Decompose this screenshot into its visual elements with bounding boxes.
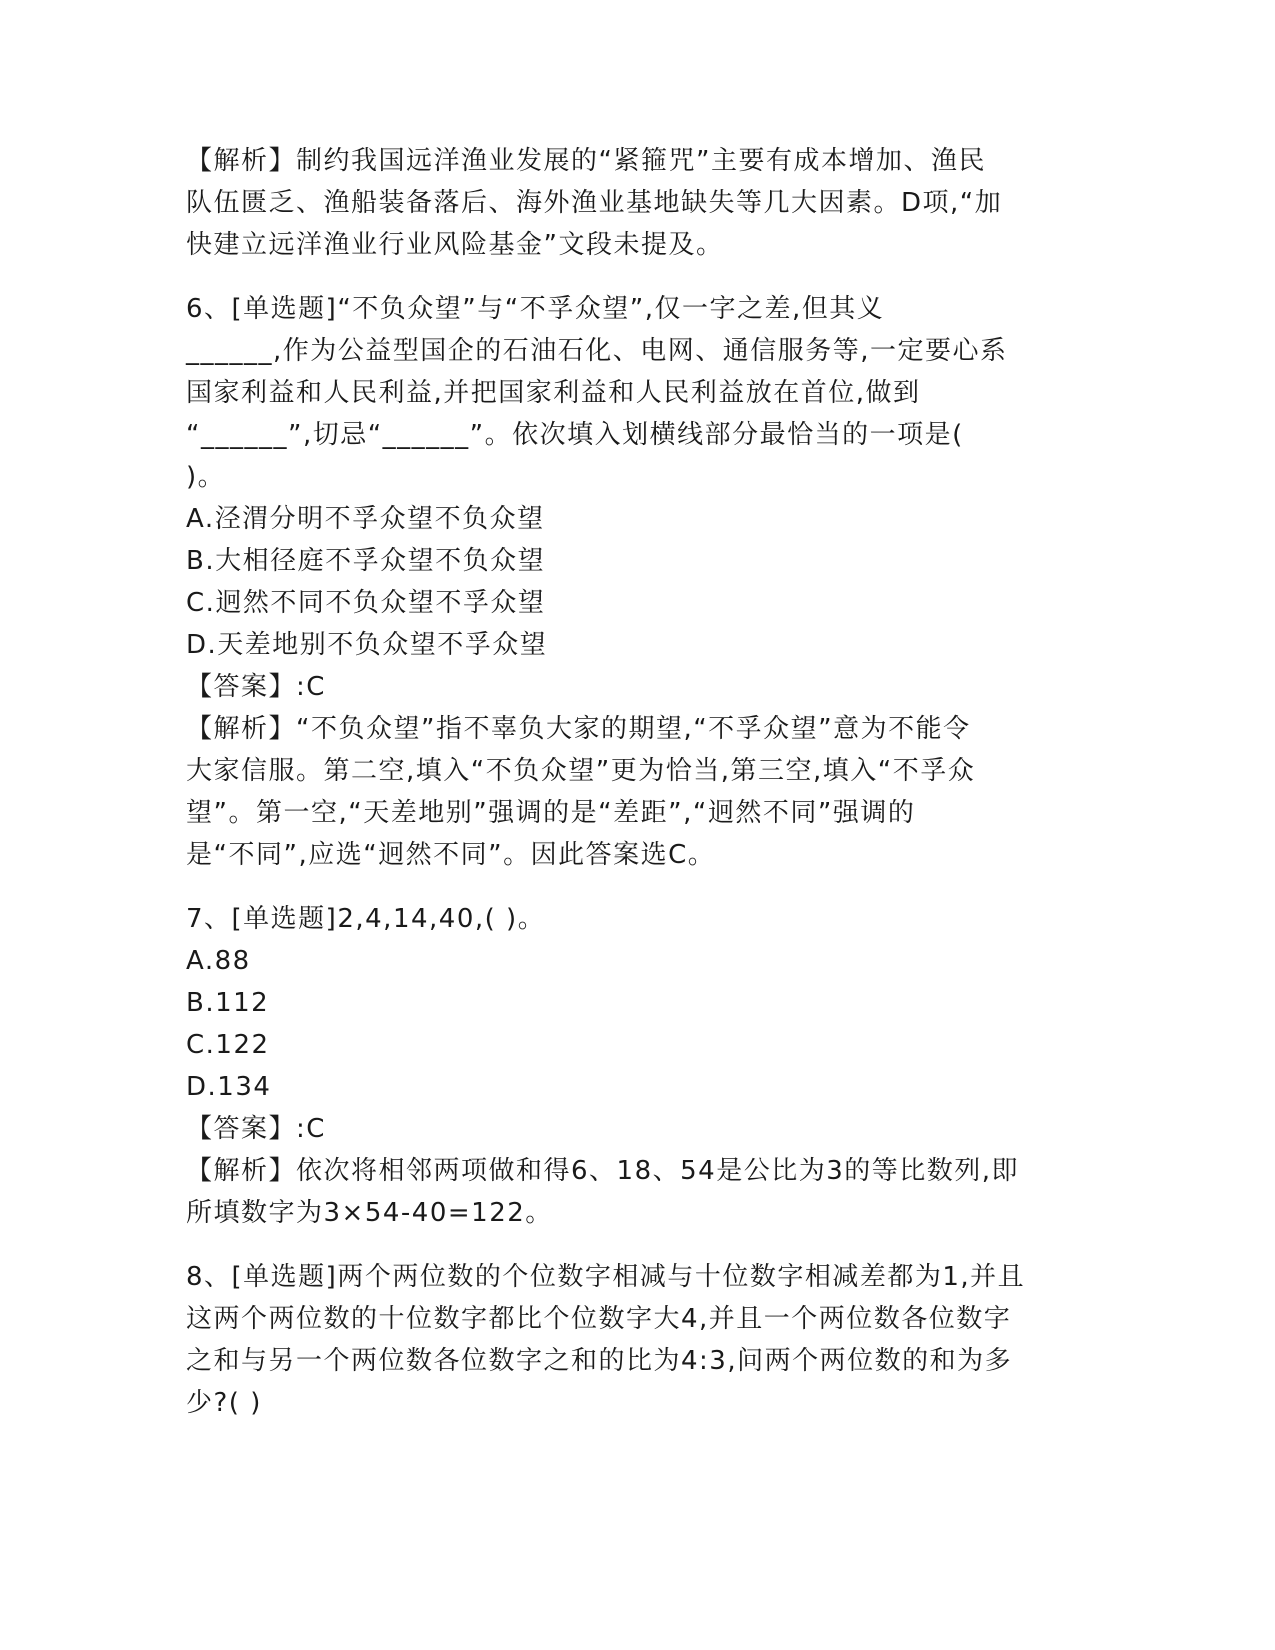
question-stem-line: 国家利益和人民利益,并把国家利益和人民利益放在首位,做到 [186,378,921,408]
question-stem-line: 之和与另一个两位数各位数字之和的比为4:3,问两个两位数的和为多 [186,1346,1013,1376]
question-stem-line: 少?( ) [186,1388,262,1418]
analysis-line: 是“不同”,应选“迥然不同”。因此答案选C。 [186,840,716,870]
question-stem-line: )。 [186,462,226,492]
question-6 [186,288,1086,876]
document-page [186,140,1086,1424]
option-b: B.112 [186,988,270,1018]
spacer [186,876,1086,898]
analysis-line: 【解析】依次将相邻两项做和得6、18、54是公比为3的等比数列,即 [186,1156,1020,1186]
option-b: B.大相径庭不孚众望不负众望 [186,546,546,576]
option-c: C.迥然不同不负众望不孚众望 [186,588,546,618]
spacer [186,266,1086,288]
question-stem-line: 这两个两位数的十位数字都比个位数字大4,并且一个两位数各位数字 [186,1304,1012,1334]
analysis-line: 望”。第一空,“天差地别”强调的是“差距”,“迥然不同”强调的 [186,798,916,828]
question-stem-line: “______”,切忌“______”。依次填入划横线部分最恰当的一项是( [186,420,964,450]
analysis-paragraph-q5 [186,140,1086,266]
option-a: A.88 [186,946,251,976]
text-line: 队伍匮乏、渔船装备落后、海外渔业基地缺失等几大因素。D项,“加 [186,188,1003,218]
option-a: A.泾渭分明不孚众望不负众望 [186,504,545,534]
option-d: D.134 [186,1072,272,1102]
question-stem-line: 7、[单选题]2,4,14,40,( )。 [186,904,546,934]
analysis-line: 大家信服。第二空,填入“不负众望”更为恰当,第三空,填入“不孚众 [186,756,976,786]
text-line: 快建立远洋渔业行业风险基金”文段未提及。 [186,230,724,260]
option-d: D.天差地别不负众望不孚众望 [186,630,548,660]
question-8 [186,1256,1086,1424]
question-stem-line: 8、[单选题]两个两位数的个位数字相减与十位数字相减差都为1,并且 [186,1262,1026,1292]
answer-line: 【答案】:C [186,672,326,702]
question-stem-line: ______,作为公益型国企的石油石化、电网、通信服务等,一定要心系 [186,336,1008,366]
question-stem-line: 6、[单选题]“不负众望”与“不孚众望”,仅一字之差,但其义 [186,294,885,324]
spacer [186,1234,1086,1256]
analysis-line: 所填数字为3×54-40=122。 [186,1198,553,1228]
text-line: 【解析】制约我国远洋渔业发展的“紧箍咒”主要有成本增加、渔民 [186,146,986,176]
answer-line: 【答案】:C [186,1114,326,1144]
analysis-line: 【解析】“不负众望”指不辜负大家的期望,“不孚众望”意为不能令 [186,714,971,744]
option-c: C.122 [186,1030,270,1060]
question-7 [186,898,1086,1234]
